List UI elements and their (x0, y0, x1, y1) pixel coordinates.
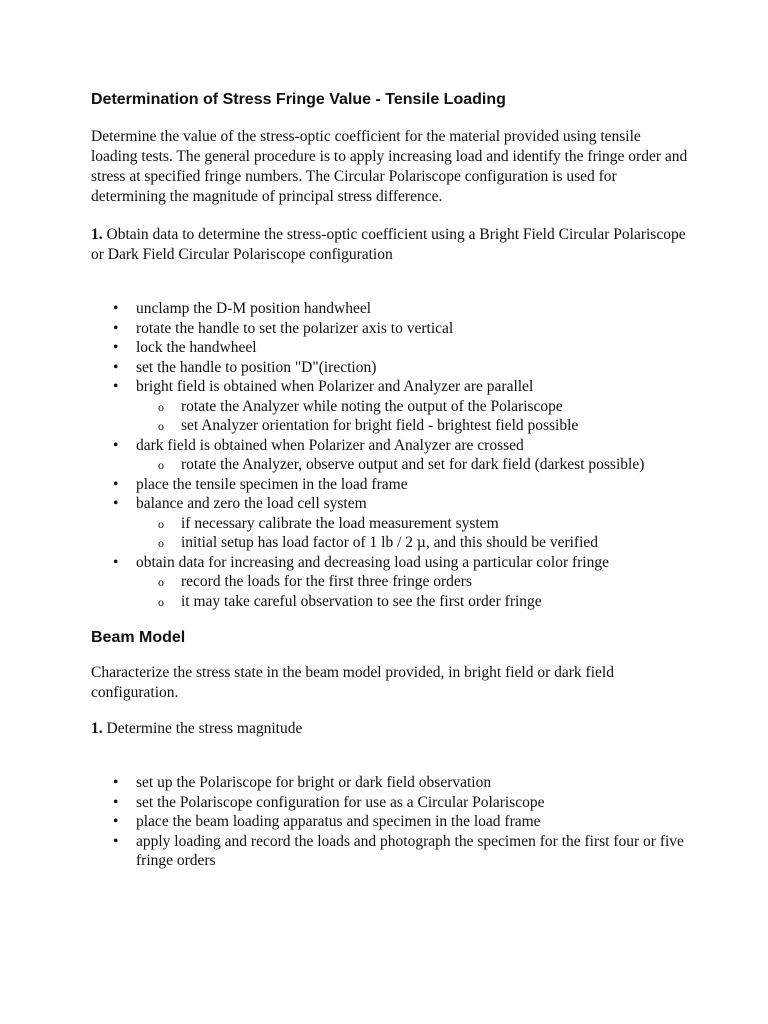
list-item (91, 812, 691, 832)
list-item-text: place the tensile specimen in the load frame (136, 475, 408, 493)
list-item-text: balance and zero the load cell system (136, 495, 367, 512)
list-item (91, 338, 691, 358)
sub-bullet-marker: o (158, 458, 164, 472)
list-item-text: place the beam loading apparatus and specimen in the load frame (136, 813, 541, 830)
sub-list-item-text: rotate the Analyzer, observe output and set for dark field (darkest possible) (181, 456, 645, 473)
step-number: 1. (91, 226, 103, 243)
list-item-text: dark field is obtained when Polarizer and Analyzer are crossed (136, 436, 524, 454)
procedure-list (91, 773, 691, 871)
bullet-marker: • (113, 475, 119, 493)
list-item-text: set the handle to position "D"(irection) (136, 358, 377, 376)
list-item-text: bright field is obtained when Polarizer and Analyzer are parallel (136, 378, 534, 395)
section-title-beam-model: Beam Model (91, 629, 186, 646)
bullet-marker: • (113, 553, 119, 571)
list-item-text: apply loading and record the loads and photograph the specimen for the first four or five fringe orders (136, 832, 684, 869)
procedure-list (91, 299, 691, 611)
bullet-marker: • (113, 339, 119, 356)
step-instruction (91, 719, 691, 739)
sub-list-item (136, 397, 691, 417)
sub-list-item (136, 514, 691, 534)
section-title-stress-fringe: Determination of Stress Fringe Value - Tensile Loading (91, 91, 506, 108)
bullet-marker: • (113, 436, 119, 454)
sub-list-item-text: if necessary calibrate the load measurement system (181, 514, 499, 532)
bullet-marker: • (113, 319, 119, 337)
sub-list-item (136, 592, 691, 612)
bullet-marker: • (113, 813, 119, 830)
list-item (91, 494, 691, 553)
list-item (91, 475, 691, 495)
list-item-text: set the Polariscope configuration for use as a Circular Polariscope (136, 793, 545, 811)
sub-bullet-marker: o (158, 536, 164, 550)
list-item-text: lock the handwheel (136, 339, 257, 356)
document-page (91, 89, 691, 871)
sub-list-item (136, 533, 691, 553)
bullet-marker: • (113, 793, 119, 811)
sub-list-item (136, 572, 691, 592)
list-item (91, 319, 691, 339)
sub-bullet-marker: o (158, 594, 164, 609)
list-item-text: set up the Polariscope for bright or dark field observation (136, 774, 492, 791)
list-item (91, 358, 691, 378)
list-item (91, 553, 691, 612)
list-item-text: obtain data for increasing and decreasing load using a particular color fringe (136, 553, 609, 571)
list-item-text: rotate the handle to set the polarizer axis to vertical (136, 319, 454, 337)
list-item (91, 832, 691, 871)
section-intro-paragraph: Characterize the stress state in the beam model provided, in bright field or dark field configuration. (91, 664, 614, 701)
bullet-marker: • (113, 358, 119, 376)
bullet-marker: • (113, 774, 119, 791)
sub-list-item-text: record the loads for the first three fringe orders (181, 573, 472, 590)
section-intro-paragraph: Determine the value of the stress-optic coefficient for the material provided using tensile loading tests. The general procedure is to apply increasing load and identify the fringe order and stress at specified fringe numbers. The Circular Polariscope configuration is used for determining the magnitude of principal stress difference. (91, 128, 688, 205)
sub-list-item (136, 455, 691, 475)
step-text: Obtain data to determine the stress-optic coefficient using a Bright Field Circular Polariscope or Dark Field Circular Polariscope configuration (91, 226, 686, 263)
sub-bullet-marker: o (158, 399, 164, 414)
bullet-marker: • (113, 495, 119, 512)
sub-list (136, 397, 691, 436)
sub-list-item-text: rotate the Analyzer while noting the output of the Polariscope (181, 397, 563, 415)
list-item (91, 377, 691, 436)
sub-bullet-marker: o (158, 575, 164, 589)
step-instruction (91, 225, 691, 265)
sub-list-item-text: initial setup has load factor of 1 lb / 2 µ, and this should be verified (181, 534, 599, 551)
bullet-marker: • (113, 832, 119, 850)
step-text: Determine the stress magnitude (102, 720, 303, 737)
bullet-marker: • (113, 378, 119, 395)
sub-bullet-marker: o (158, 516, 164, 531)
list-item (91, 436, 691, 475)
sub-list-item-text: set Analyzer orientation for bright field - brightest field possible (181, 417, 579, 434)
list-item (91, 793, 691, 813)
list-item-text: unclamp the D-M position handwheel (136, 300, 372, 317)
sub-bullet-marker: o (158, 419, 164, 433)
step-number: 1. (91, 720, 103, 737)
list-item (91, 299, 691, 319)
sub-list (136, 572, 691, 611)
list-item (91, 773, 691, 793)
sub-list-item-text: it may take careful observation to see the first order fringe (181, 592, 542, 610)
sub-list (136, 514, 691, 553)
sub-list (136, 455, 691, 475)
sub-list-item (136, 416, 691, 436)
bullet-marker: • (113, 300, 119, 317)
